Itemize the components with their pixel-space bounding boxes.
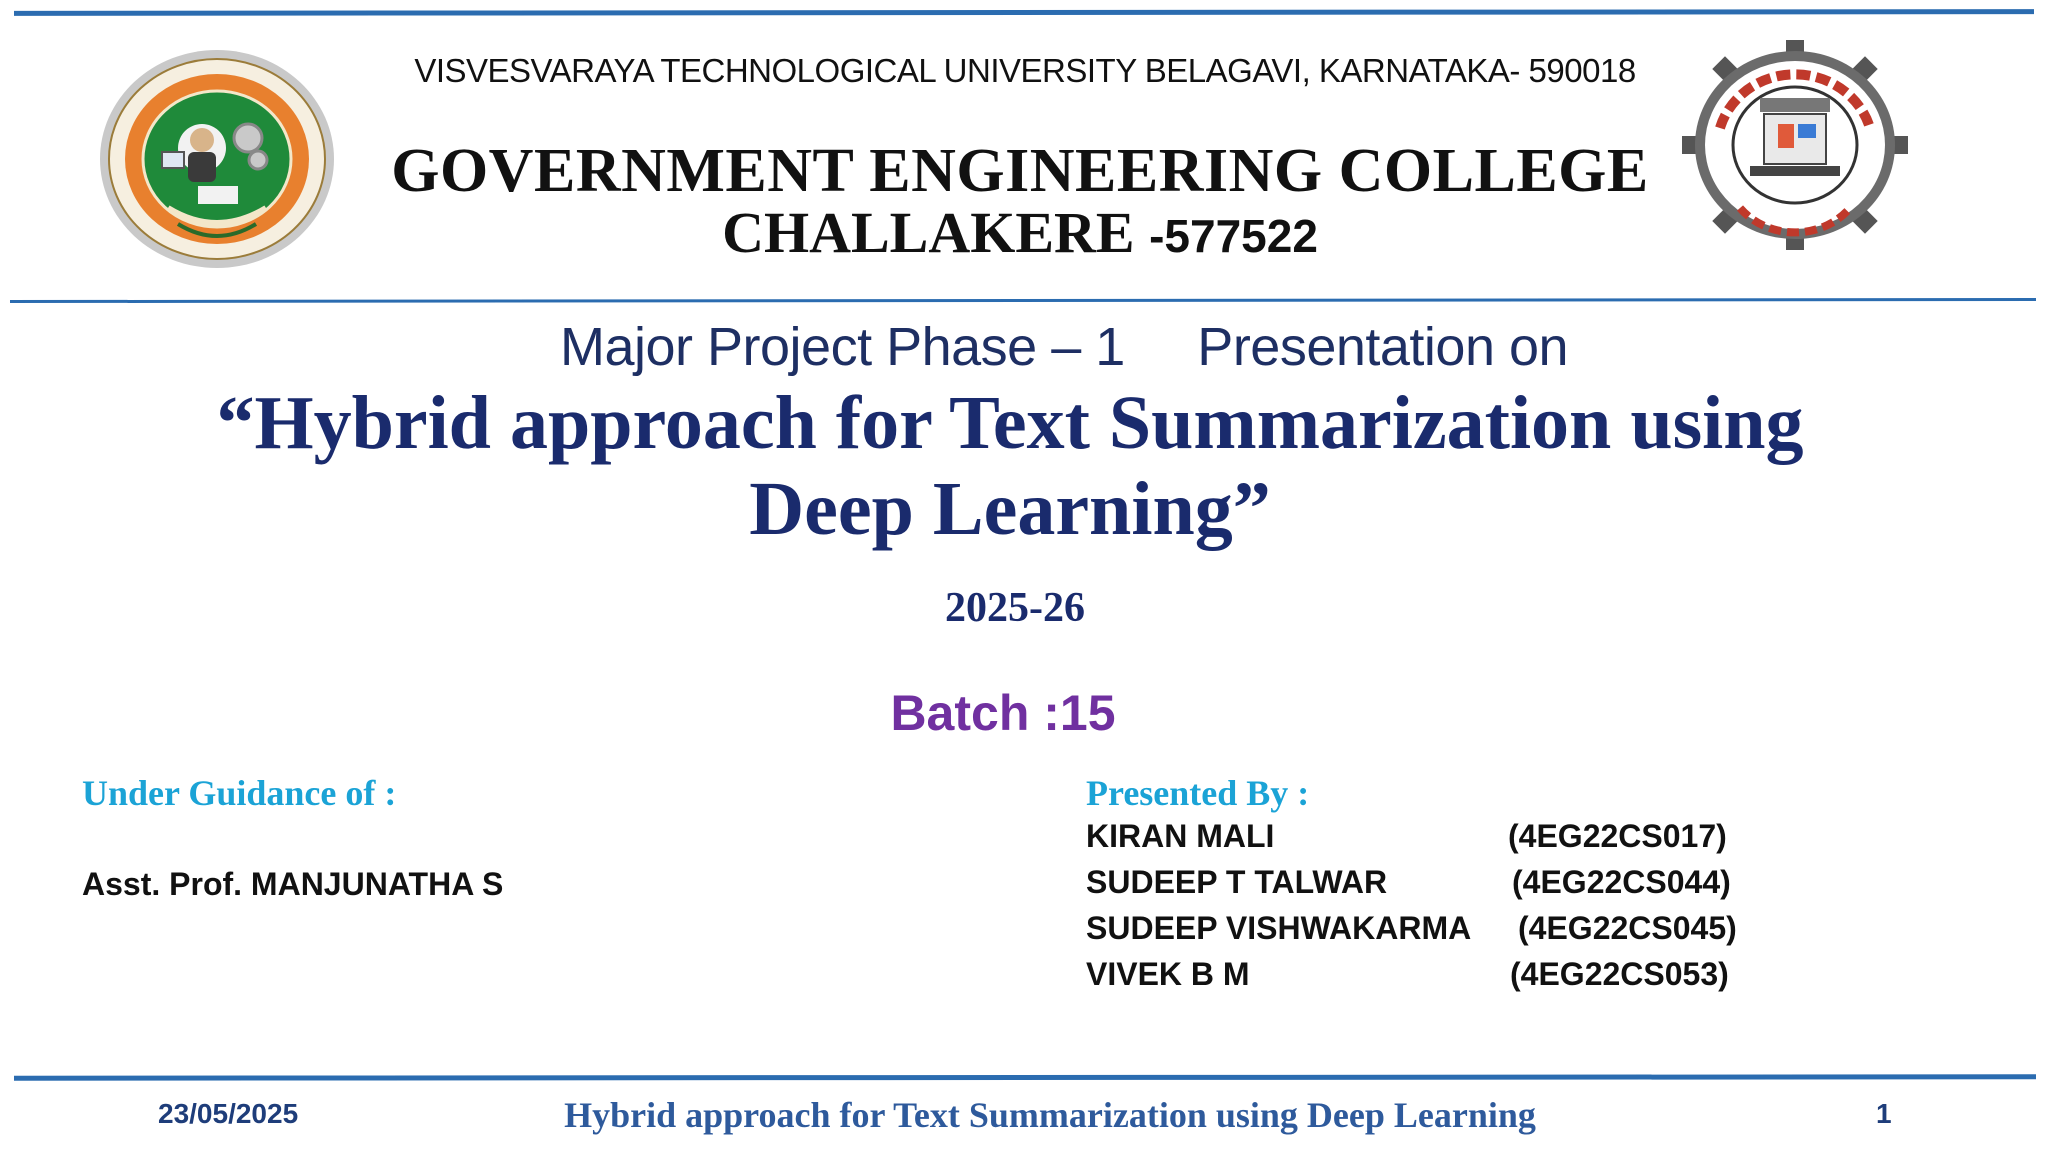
college-name-line2 (370, 202, 1670, 267)
presentation-on: Presentation on (1197, 317, 1569, 377)
college-name (370, 137, 1670, 267)
academic-year: 2025-26 (945, 585, 1085, 631)
guide-name: Asst. Prof. MANJUNATHA S (82, 866, 504, 902)
presenter-usn: (4EG22CS053) (1510, 956, 1729, 992)
presenter-row (1086, 956, 1786, 1002)
presenters-list (1086, 818, 1786, 1002)
presenter-name: SUDEEP T TALWAR (1086, 864, 1388, 900)
presenter-name: KIRAN MALI (1086, 818, 1275, 854)
page-number: 1 (1876, 1098, 1892, 1129)
guidance-heading: Under Guidance of : (82, 773, 397, 813)
header-divider (10, 298, 2036, 303)
vtu-seal-logo (98, 48, 336, 270)
gec-challakere-seal-logo (1680, 38, 1910, 252)
university-line: VISVESVARAYA TECHNOLOGICAL UNIVERSITY BELAGAVI, KARNATAKA- 590018 (414, 52, 1636, 89)
presentation-subtitle (560, 316, 1660, 378)
presenter-usn: (4EG22CS045) (1518, 910, 1737, 946)
college-pin: -577522 (1149, 210, 1318, 262)
title-line2: Deep Learning” (749, 467, 1271, 551)
footer-title: Hybrid approach for Text Summarization using Deep Learning (564, 1095, 1536, 1135)
title-line1: “Hybrid approach for Text Summarization using (216, 381, 1804, 465)
presenter-usn: (4EG22CS017) (1508, 818, 1727, 854)
top-divider (14, 9, 2034, 16)
presenter-row (1086, 864, 1786, 910)
presenters-heading: Presented By : (1086, 773, 1310, 813)
presenter-row (1086, 818, 1786, 864)
presenter-name: VIVEK B M (1086, 956, 1250, 992)
presenter-row (1086, 910, 1786, 956)
presenter-usn: (4EG22CS044) (1512, 864, 1731, 900)
footer-date: 23/05/2025 (158, 1098, 299, 1129)
batch-number: Batch :15 (890, 685, 1116, 741)
college-city: CHALLAKERE (722, 200, 1135, 265)
footer-divider (14, 1074, 2036, 1080)
college-name-line1: GOVERNMENT ENGINEERING COLLEGE (391, 137, 1649, 205)
project-phase: Major Project Phase – 1 (560, 317, 1125, 377)
presentation-title (120, 380, 1900, 552)
presenter-name: SUDEEP VISHWAKARMA (1086, 910, 1472, 946)
